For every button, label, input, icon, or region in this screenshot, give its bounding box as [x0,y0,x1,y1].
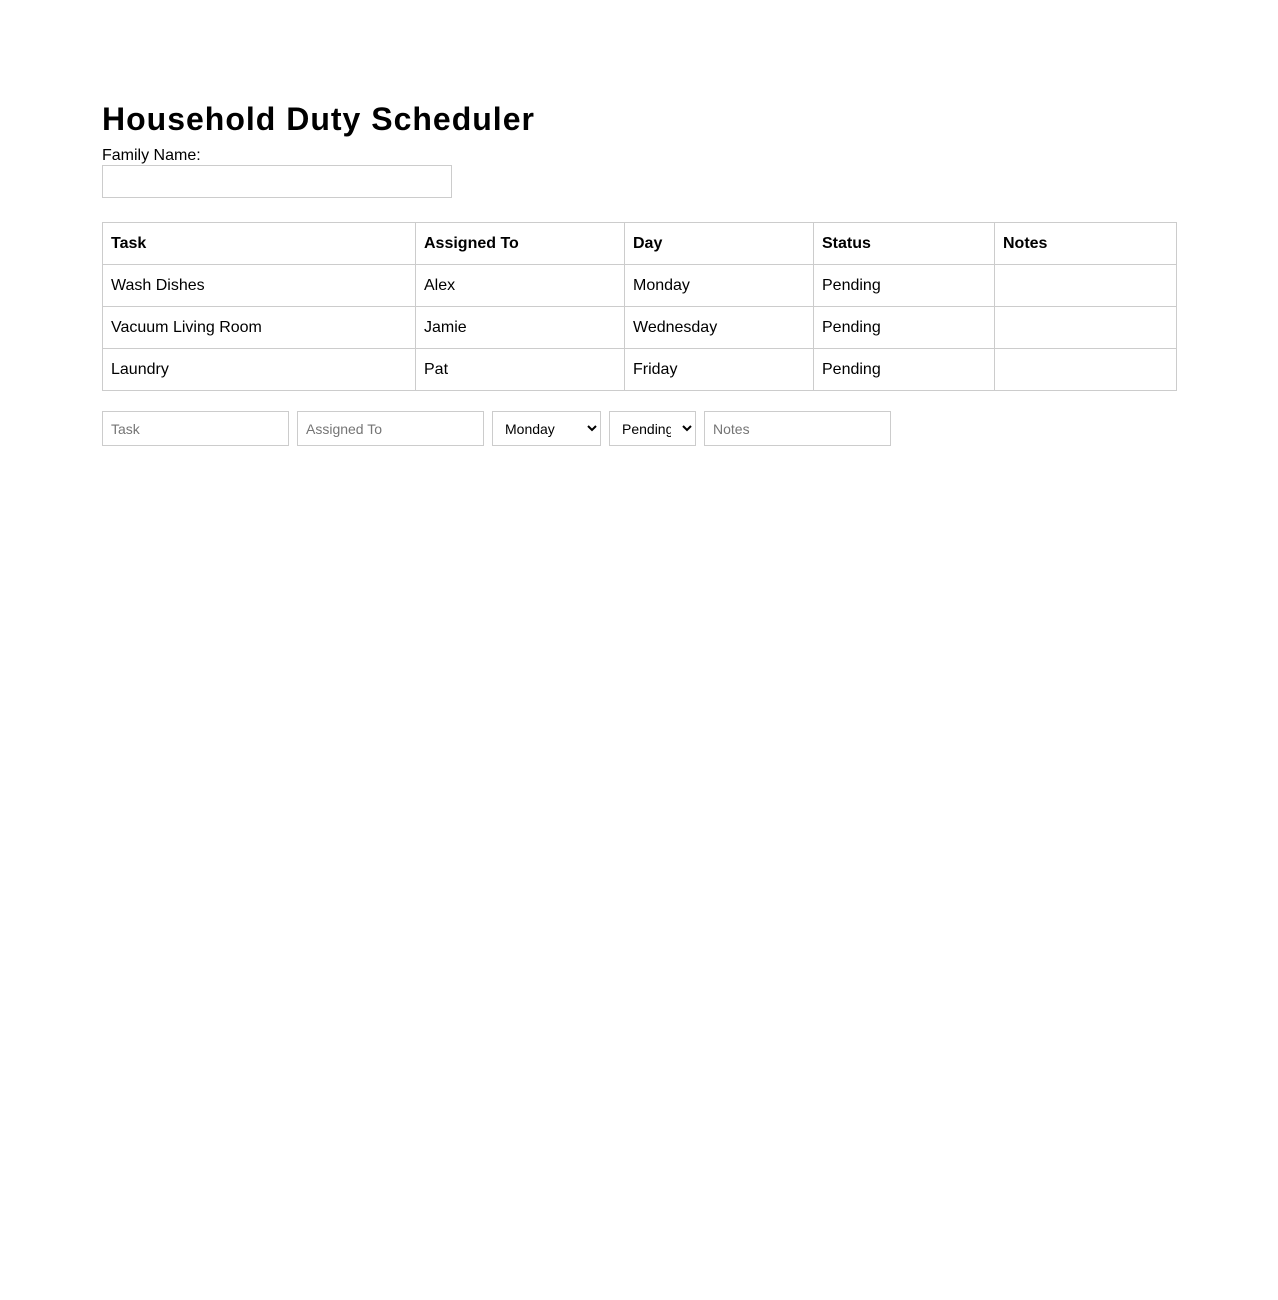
header-day: Day [625,223,814,265]
cell-status: Pending [814,307,995,349]
cell-status: Pending [814,349,995,391]
cell-task: Vacuum Living Room [103,307,416,349]
task-input[interactable] [102,411,289,446]
table-header-row [103,223,1177,265]
status-select[interactable] [609,411,696,446]
cell-task: Laundry [103,349,416,391]
add-task-form [102,411,1176,446]
cell-notes [995,265,1177,307]
assigned-to-input[interactable] [297,411,484,446]
cell-day: Friday [625,349,814,391]
scheduler-container [102,100,1176,446]
notes-input[interactable] [704,411,891,446]
cell-day: Wednesday [625,307,814,349]
cell-day: Monday [625,265,814,307]
family-name-input[interactable] [102,165,452,198]
family-name-label: Family Name: [102,147,201,164]
cell-assigned-to: Alex [416,265,625,307]
cell-assigned-to: Pat [416,349,625,391]
table-row [103,265,1177,307]
table-row [103,307,1177,349]
header-task: Task [103,223,416,265]
header-status: Status [814,223,995,265]
header-notes: Notes [995,223,1177,265]
page-title: Household Duty Scheduler [102,101,535,137]
cell-status: Pending [814,265,995,307]
day-select[interactable] [492,411,601,446]
duty-table [102,222,1177,391]
cell-notes [995,349,1177,391]
cell-notes [995,307,1177,349]
table-row [103,349,1177,391]
header-assigned-to: Assigned To [416,223,625,265]
cell-assigned-to: Jamie [416,307,625,349]
cell-task: Wash Dishes [103,265,416,307]
